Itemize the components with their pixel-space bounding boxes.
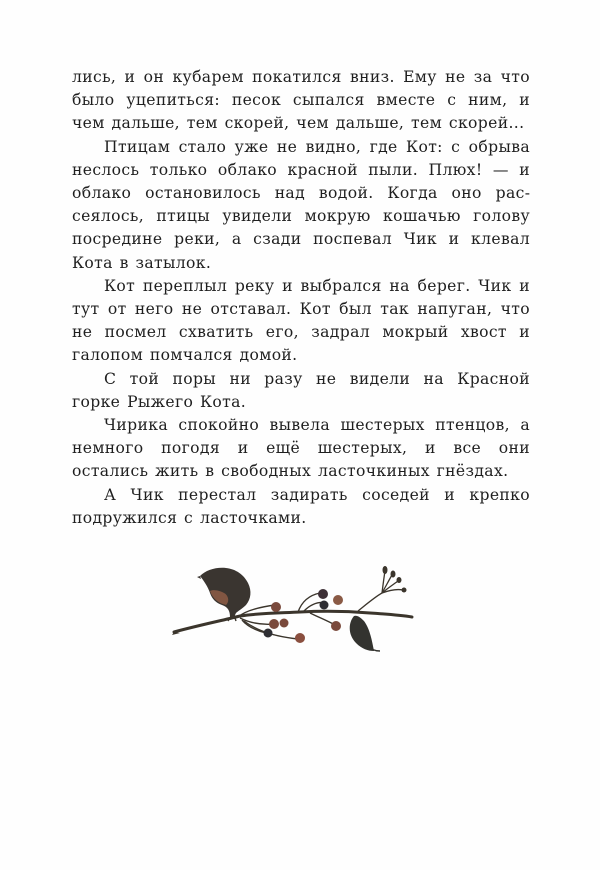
bird-on-branch-illustration	[170, 553, 430, 673]
paragraph-3: Кот переплыл реку и выбрался на берег. Чик и тут от него не отставал. Кот был так напуган, что не посмел схватить его, задрал мокрый хвост и галопом помчался домой.	[72, 276, 530, 365]
paragraph-1: лись, и он кубарем покатился вниз. Ему не за что было уцепиться: песок сыпался вместе с ним, и чем дальше, тем скорей, чем дальше, тем скорей...	[72, 68, 530, 133]
text-body	[72, 66, 530, 530]
paragraph-6: А Чик перестал задирать соседей и крепко подружился с ласточками.	[72, 485, 530, 527]
sparrow-branch-icon	[170, 553, 430, 673]
paragraph-2: Птицам стало уже не видно, где Кот: с обрыва неслось только облако красной пыли. Плюх! — и облако остановилось над водой. Когда оно рассеялось, птицы увидели мокрую кошачью голову посредине реки, а сзади поспевал Чик и клевал Кота в затылок.	[72, 137, 530, 272]
paragraph-5: Чирика спокойно вывела шестерых птенцов, а немного погодя и ещё шестерых, и все они остались жить в свободных ласточкиных гнёздах.	[72, 416, 530, 481]
paragraph-4: С той поры ни разу не видели на Красной горке Рыжего Кота.	[72, 369, 530, 411]
